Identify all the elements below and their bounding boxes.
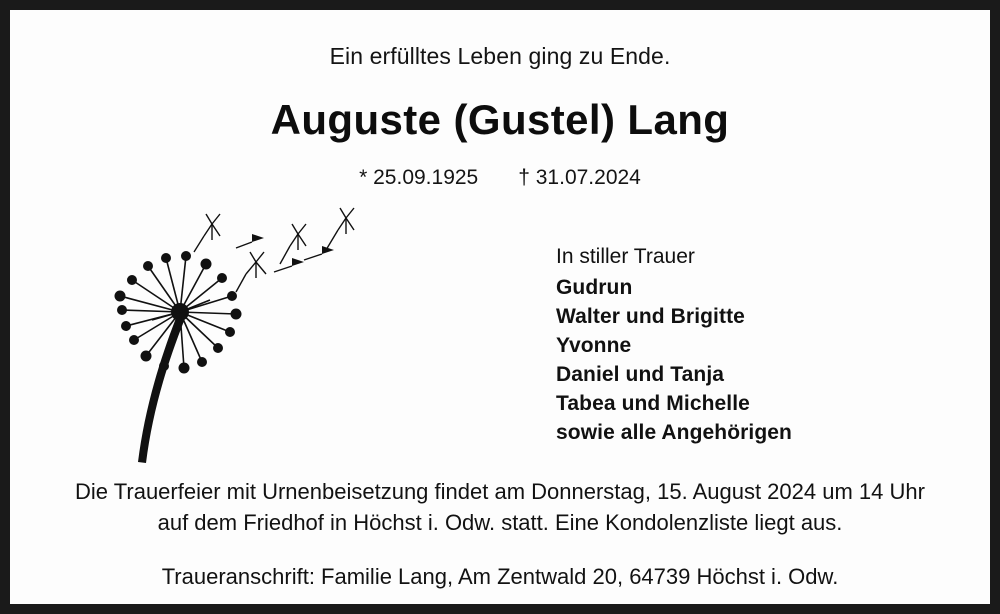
death-date: † 31.07.2024 [518, 166, 641, 189]
deceased-name: Auguste (Gustel) Lang [270, 96, 730, 143]
mourners-lead: In stiller Trauer [556, 245, 695, 268]
mourner-item: Daniel und Tanja [556, 363, 725, 386]
dandelion-icon [60, 200, 440, 470]
obituary-inner [10, 10, 990, 604]
mourner-item: Walter und Brigitte [556, 305, 745, 328]
mourner-item: Yvonne [556, 334, 632, 357]
ceremony-line-1: Die Trauerfeier mit Urnenbeisetzung findet am Donnerstag, 15. August 2024 um 14 Uhr [75, 479, 925, 504]
mourner-item: Tabea und Michelle [556, 392, 750, 415]
intro-text: Ein erfülltes Leben ging zu Ende. [329, 43, 671, 69]
ceremony-details [10, 476, 990, 590]
ceremony-line-2: auf dem Friedhof in Höchst i. Odw. statt. Eine Kondolenzliste liegt aus. [157, 510, 843, 535]
mourner-item: sowie alle Angehörigen [556, 421, 792, 444]
birth-date: * 25.09.1925 [359, 166, 479, 189]
mourner-item: Gudrun [556, 276, 633, 299]
life-dates [10, 166, 990, 190]
mourners-list [556, 242, 792, 447]
mourning-address: Traueranschrift: Familie Lang, Am Zentwald 20, 64739 Höchst i. Odw. [161, 564, 839, 589]
